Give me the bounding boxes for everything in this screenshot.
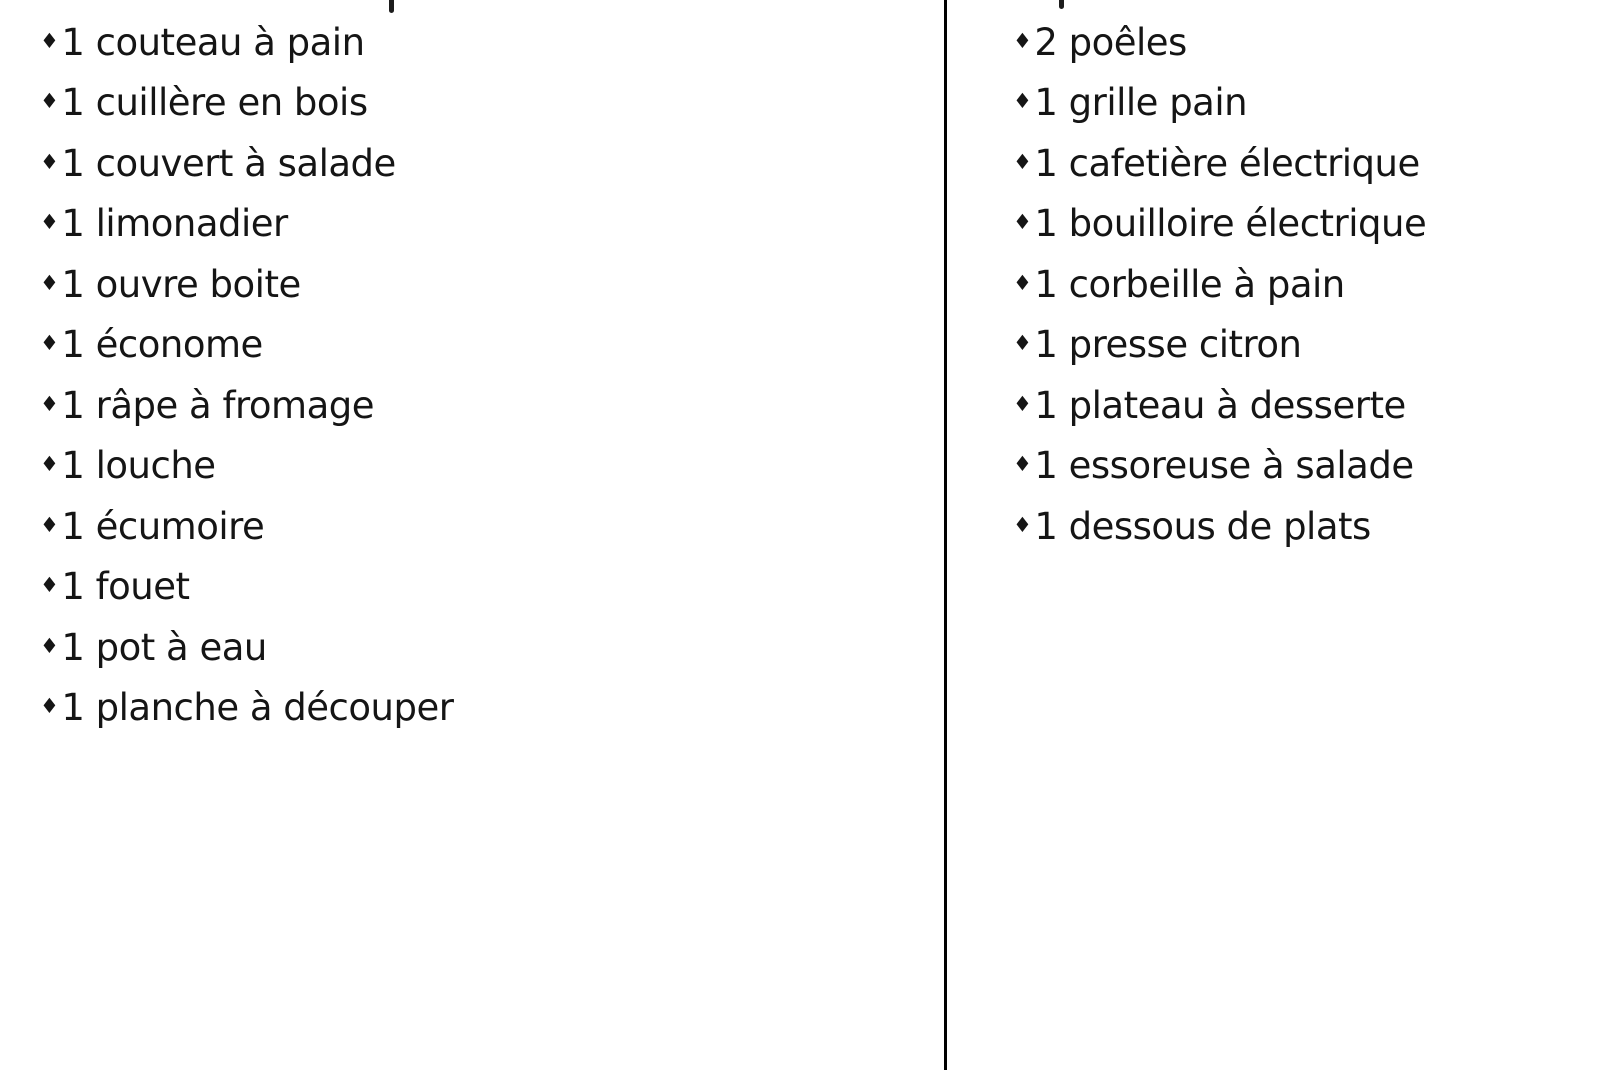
item-text: 1 râpe à fromage <box>61 383 374 427</box>
list-item <box>1013 375 1426 436</box>
diamond-bullet-icon: ♦ <box>40 452 59 477</box>
item-text: 1 dessous de plats <box>1034 504 1371 548</box>
diamond-bullet-icon: ♦ <box>40 89 59 114</box>
diamond-bullet-icon: ♦ <box>40 270 59 295</box>
item-text: 1 cafetière électrique <box>1034 141 1420 185</box>
diamond-bullet-icon: ♦ <box>1013 270 1032 295</box>
item-text: 1 essoreuse à salade <box>1034 444 1414 488</box>
item-text: 1 cuillère en bois <box>61 81 368 125</box>
list-item <box>40 557 453 618</box>
item-text: 2 poêles <box>1034 20 1187 64</box>
list-item <box>40 133 453 194</box>
item-text: 1 pot à eau <box>61 625 267 669</box>
item-text: 1 corbeille à pain <box>1034 262 1345 306</box>
diamond-bullet-icon: ♦ <box>40 210 59 235</box>
diamond-bullet-icon: ♦ <box>40 28 59 53</box>
diamond-bullet-icon: ♦ <box>40 391 59 416</box>
item-text: 1 ouvre boite <box>61 262 301 306</box>
list-item <box>1013 133 1426 194</box>
list-item <box>40 678 453 739</box>
item-text: 1 fouet <box>61 565 190 609</box>
diamond-bullet-icon: ♦ <box>40 331 59 356</box>
item-text: 1 couteau à pain <box>61 20 365 64</box>
item-text: 1 louche <box>61 444 216 488</box>
item-text: 1 couvert à salade <box>61 141 396 185</box>
diamond-bullet-icon: ♦ <box>1013 149 1032 174</box>
right-item-list <box>1013 12 1426 557</box>
diamond-bullet-icon: ♦ <box>40 512 59 537</box>
list-item <box>40 73 453 134</box>
list-item <box>40 496 453 557</box>
list-item <box>1013 73 1426 134</box>
item-text: 1 plateau à desserte <box>1034 383 1406 427</box>
item-text: 1 planche à découper <box>61 686 454 730</box>
list-item <box>40 315 453 376</box>
list-item <box>40 12 453 73</box>
list-item <box>40 617 453 678</box>
list-item <box>40 254 453 315</box>
diamond-bullet-icon: ♦ <box>1013 210 1032 235</box>
diamond-bullet-icon: ♦ <box>40 149 59 174</box>
list-item <box>1013 12 1426 73</box>
diamond-bullet-icon: ♦ <box>1013 28 1032 53</box>
list-item <box>1013 194 1426 255</box>
diamond-bullet-icon: ♦ <box>1013 452 1032 477</box>
item-text: 1 écumoire <box>61 504 265 548</box>
list-item <box>1013 496 1426 557</box>
item-text: 1 bouilloire électrique <box>1034 202 1427 246</box>
item-text: 1 limonadier <box>61 202 288 246</box>
list-item <box>40 436 453 497</box>
item-text: 1 grille pain <box>1034 81 1248 125</box>
diamond-bullet-icon: ♦ <box>40 633 59 658</box>
diamond-bullet-icon: ♦ <box>1013 331 1032 356</box>
list-item <box>1013 254 1426 315</box>
diamond-bullet-icon: ♦ <box>1013 391 1032 416</box>
diamond-bullet-icon: ♦ <box>1013 89 1032 114</box>
list-item <box>1013 315 1426 376</box>
diamond-bullet-icon: ♦ <box>40 573 59 598</box>
item-text: 1 économe <box>61 323 263 367</box>
list-item <box>40 375 453 436</box>
item-text: 1 presse citron <box>1034 323 1302 367</box>
column-divider <box>944 0 947 1070</box>
list-item <box>1013 436 1426 497</box>
diamond-bullet-icon: ♦ <box>40 694 59 719</box>
list-item <box>40 194 453 255</box>
left-item-list <box>40 12 453 738</box>
diamond-bullet-icon: ♦ <box>1013 512 1032 537</box>
clipped-descender-mark-right <box>1059 0 1064 9</box>
